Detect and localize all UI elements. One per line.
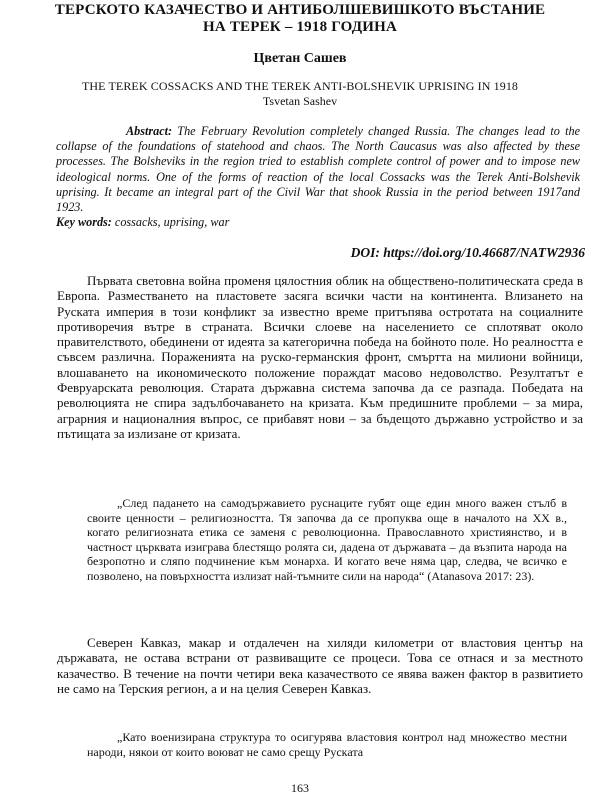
page-number: 163 <box>291 781 309 795</box>
block-quote-2 <box>87 730 567 759</box>
keywords-label: Key words: <box>56 215 112 229</box>
title-bg-line2: НА ТЕРЕК – 1918 ГОДИНА <box>202 19 398 35</box>
author-en: Tsvetan Sashev <box>262 94 338 108</box>
keywords-text: cossacks, uprising, war <box>114 215 230 229</box>
body-paragraph-2 <box>57 635 583 696</box>
title-en: THE TEREK COSSACKS AND THE TEREK ANTI-BOLSHEVIK UPRISING IN 1918 <box>81 79 519 93</box>
abstract-text: The February Revolution completely changed Russia. The changes lead to the collapse of the foundations of statehood and chaos. The North Caucasus was also affected by these processes. The Bolsheviks in the region tried to establish complete control of power and to impose new ideological norms. One of the forms of reaction of the local Cossacks was the Terek Anti-Bolshevik uprising. It became an integral part of the Civil War that shook Russia in the period between 1917and 1923. <box>56 124 580 215</box>
quote-1-text: „След падането на самодържавието руснаците губят още един много важен стълб в своите ценности – религиозността. Тя започва да се пропуква още в началото на ХХ в., когато религиозната етика се заменя с революционна. Православното християнство, и в частност църквата изиграва блестящо ролята си, дадена от държавата – да възпита народа на безропотно и сляпо подчинение към монарха. И когато вече няма цар, следва, че всичко е позволено, на повърхността излизат най-тъмните сили на народа“ (Atanasova 2017: 23). <box>87 496 567 583</box>
title-bg-line1: ТЕРСКОТО КАЗАЧЕСТВО И АНТИБОЛШЕВИШКОТО ВЪСТАНИЕ <box>54 2 546 18</box>
keywords <box>56 215 580 230</box>
block-quote-1 <box>87 496 567 584</box>
body-paragraph-1 <box>57 273 583 441</box>
author-bg: Цветан Сашев <box>253 51 347 66</box>
quote-2-text: „Като военизирана структура то осигурява властовия контрол над множество местни народи, някои от които воюват не само срещу Руската <box>87 730 567 759</box>
abstract-label: Abstract: <box>126 124 173 138</box>
abstract-paragraph <box>56 124 580 215</box>
paragraph-2-text: Северен Кавказ, макар и отдалечен на хиляди километри от властовия център на държавата, не остава встрани от развиващите се процеси. Това се отнася и за местното казачество. В течение на почти четири века казачеството се явява важен фактор в развитието не само на Терския регион, а и на целия Северен Кавказ. <box>57 635 583 696</box>
abstract <box>56 124 580 215</box>
doi-link[interactable]: DOI: https://doi.org/10.46687/NATW2936 <box>350 245 585 260</box>
paragraph-1-text: Първата световна война променя цялостния облик на обществено-политическата среда в Европа. Разместването на пластовете засяга всички части на континента. Влизането на Руската империя в този конфликт за известно време притъпява остротата на социалните противоречия вътре в страната. Всички слоеве на населението се сплотяват около правителството, обединени от идеята за категорична победа на бойното поле. Но реалността е съвсем различна. Пораженията на руско-германския фронт, смъртта на милиони войници, влошаването на икономическото положение пораждат масово недоволство. Резултатът е Февруарската революция. Старата държавна система започва да се разпада. Победата на революцията не спира задълбочаването на кризата. Към предишните проблеми – за мира, аграрния и националния въпрос, се прибавят нови – за бъдещото държавно устройство и за пътищата за излизане от кризата. <box>57 273 583 441</box>
